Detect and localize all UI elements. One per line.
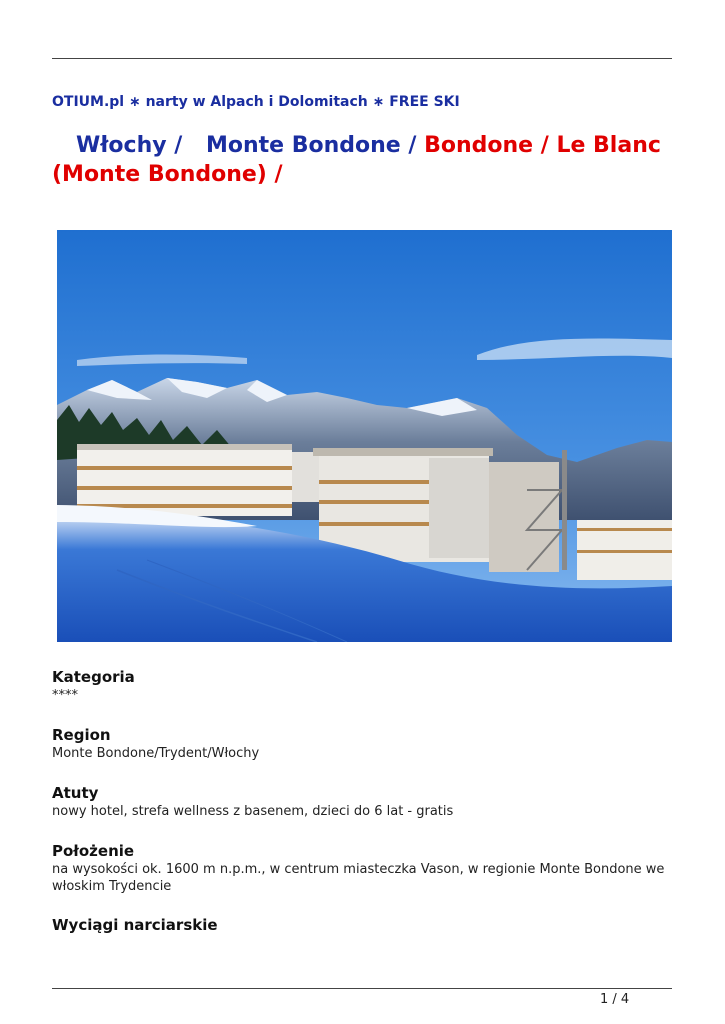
kategoria-value: **** [52,688,78,703]
top-divider [52,58,672,59]
hotel-photo [57,230,672,642]
breadcrumb-country[interactable]: Włochy / [76,133,183,158]
breadcrumb-region[interactable]: Monte Bondone / [205,133,417,158]
site-title[interactable]: OTIUM.pl ∗ narty w Alpach i Dolomitach ∗ FREE SKI [52,94,460,110]
polozenie-value: na wysokości ok. 1600 m n.p.m., w centrum miasteczka Vason, w regionie Monte Bondone we włoskim Trydencie [52,862,665,894]
breadcrumb [52,131,672,189]
bottom-divider [52,988,672,989]
region-value: Monte Bondone/Trydent/Włochy [52,746,260,761]
section-kategoria [52,668,677,704]
section-atuty [52,784,677,820]
polozenie-label: Położenie [52,842,135,860]
region-label: Region [52,726,111,744]
page-number: 1 / 4 [600,992,630,1007]
breadcrumb-hotel-suffix: (Monte Bondone) / [52,162,283,187]
atuty-value: nowy hotel, strefa wellness z basenem, dzieci do 6 lat - gratis [52,804,454,819]
atuty-label: Atuty [52,784,99,802]
section-wyciagi [52,916,677,935]
section-polozenie [52,842,677,895]
kategoria-label: Kategoria [52,668,135,686]
breadcrumb-hotel: Bondone / Le Blanc [424,133,661,158]
section-region [52,726,677,762]
wyciagi-label: Wyciągi narciarskie [52,916,218,934]
